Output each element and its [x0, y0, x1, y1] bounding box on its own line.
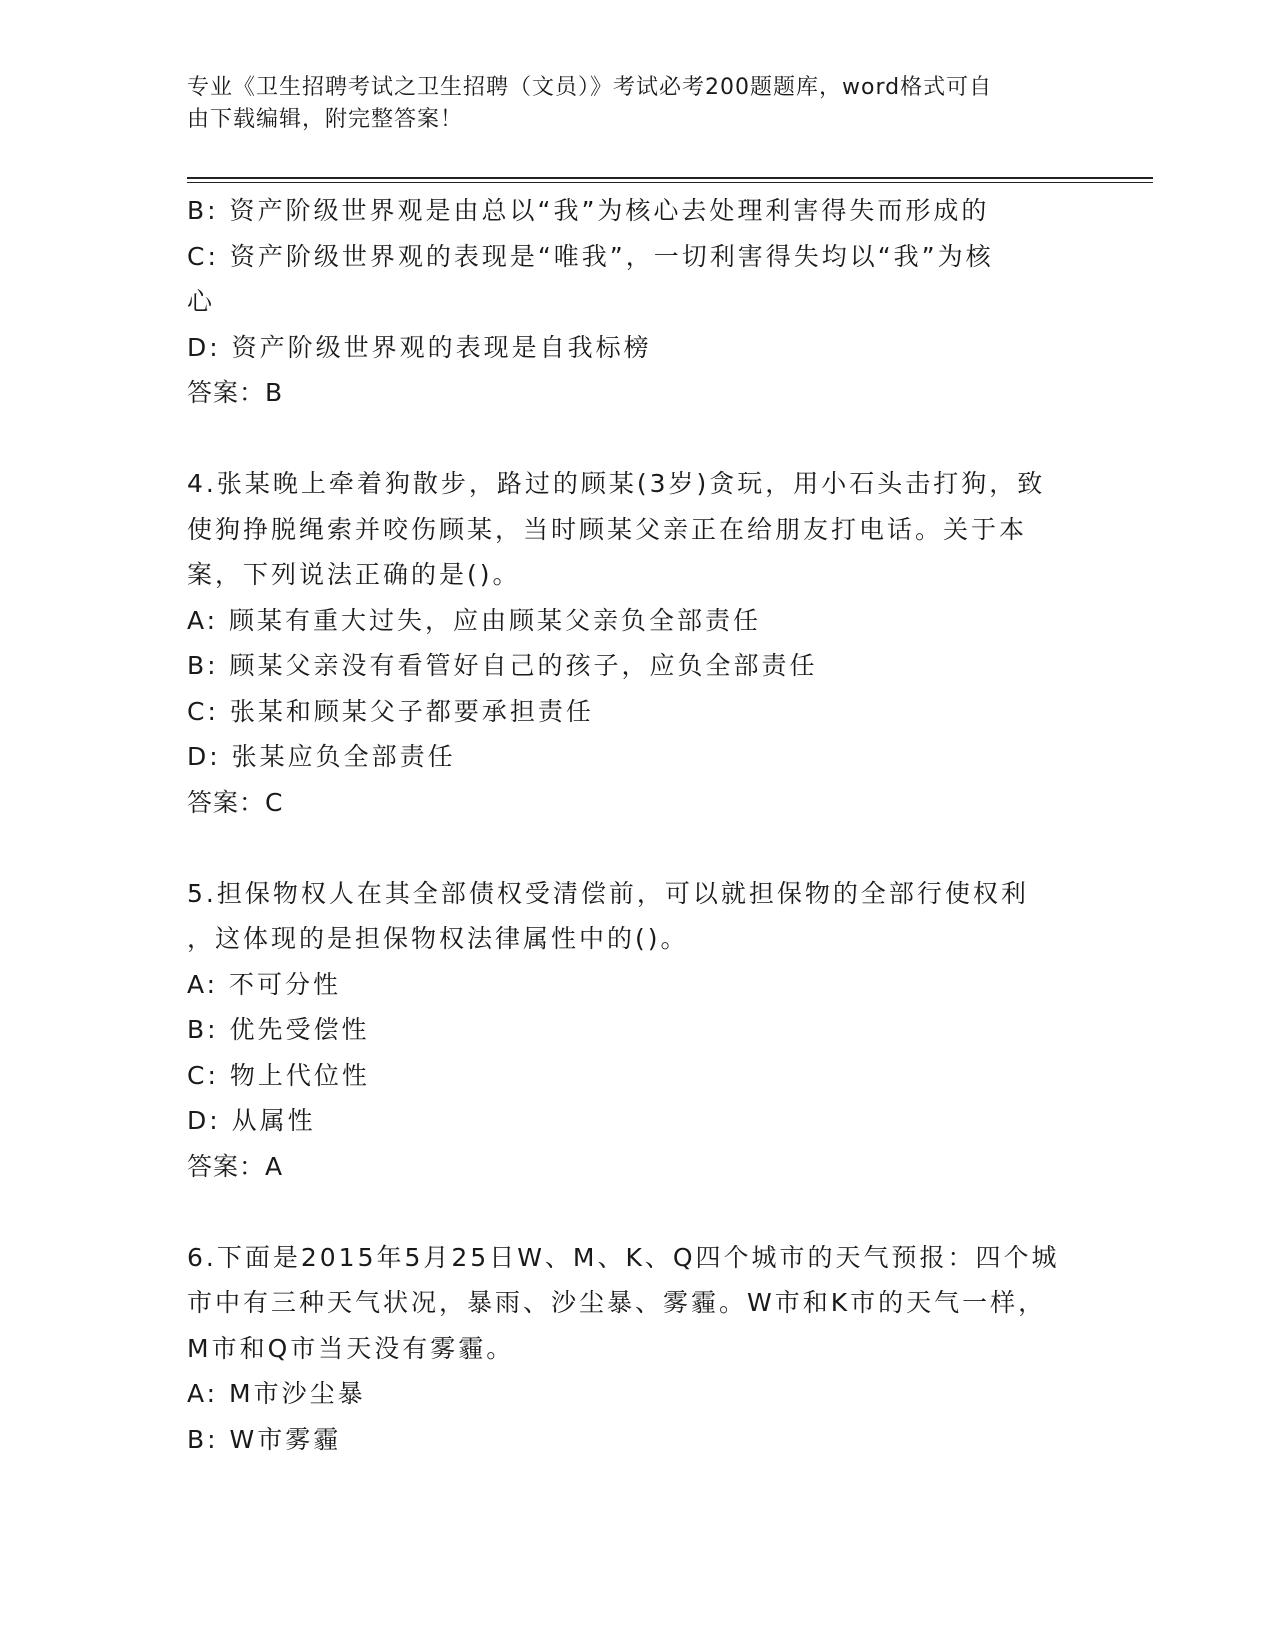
q6-stem-line-3: M市和Q市当天没有雾霾。: [187, 1333, 515, 1363]
q5-option-b: B: 优先受偿性: [187, 1015, 370, 1044]
q4-stem-line-2: 使狗挣脱绳索并咬伤顾某，当时顾某父亲正在给朋友打电话。关于本: [187, 514, 1028, 544]
header-line-2: 由下载编辑，附完整答案！: [187, 107, 464, 132]
document-header: [187, 72, 1087, 136]
q4-option-c: C: 张某和顾某父子都要承担责任: [187, 696, 594, 726]
q5-option-d: D: 从属性: [187, 1106, 316, 1135]
q3-option-c-line-1: C: 资产阶级世界观的表现是“唯我”，一切利害得失均以“我”为核: [187, 241, 994, 271]
q5-option-a: A: 不可分性: [187, 969, 342, 999]
spacer: [187, 825, 1087, 871]
q3-option-d: D: 资产阶级世界观的表现是自我标榜: [187, 332, 652, 362]
q4-stem-line-1: 4.张某晚上牵着狗散步，路过的顾某(3岁)贪玩，用小石头击打狗，致: [187, 469, 1046, 498]
q3-option-c-line-2: 心: [187, 287, 216, 316]
question-3-remainder: [187, 188, 1087, 416]
q5-answer: 答案：A: [187, 1151, 284, 1181]
question-5: [187, 871, 1087, 1190]
q4-stem-line-3: 案，下列说法正确的是()。: [187, 560, 521, 589]
q6-stem-line-2: 市中有三种天气状况，暴雨、沙尘暴、雾霾。W市和K市的天气一样，: [187, 1288, 1047, 1317]
q6-option-a: A: M市沙尘暴: [187, 1379, 366, 1408]
q5-stem-line-1: 5.担保物权人在其全部债权受清偿前，可以就担保物的全部行使权利: [187, 878, 1029, 908]
q3-option-b: B: 资产阶级世界观是由总以“我”为核心去处理利害得失而形成的: [187, 196, 990, 225]
q4-answer: 答案：C: [187, 787, 284, 817]
question-4: [187, 461, 1087, 825]
spacer: [187, 416, 1087, 462]
q4-option-a: A: 顾某有重大过失，应由顾某父亲负全部责任: [187, 605, 762, 635]
header-line-1: 专业《卫生招聘考试之卫生招聘（文员）》考试必考200题题库，word格式可自: [187, 75, 993, 100]
q4-option-b: B: 顾某父亲没有看管好自己的孩子，应负全部责任: [187, 651, 818, 680]
q3-answer: 答案：B: [187, 378, 284, 407]
q5-stem-line-2: ，这体现的是担保物权法律属性中的()。: [187, 924, 689, 953]
document-body: [187, 188, 1087, 1462]
header-rule-thin: [187, 182, 1153, 183]
q4-option-d: D: 张某应负全部责任: [187, 742, 456, 771]
q5-option-c: C: 物上代位性: [187, 1060, 370, 1090]
q6-stem-line-1: 6.下面是2015年5月25日W、M、K、Q四个城市的天气预报：四个城: [187, 1242, 1060, 1272]
header-rule-thick: [187, 177, 1153, 179]
q6-option-b: B: W市雾霾: [187, 1424, 342, 1454]
spacer: [187, 1189, 1087, 1235]
question-6: [187, 1235, 1087, 1463]
